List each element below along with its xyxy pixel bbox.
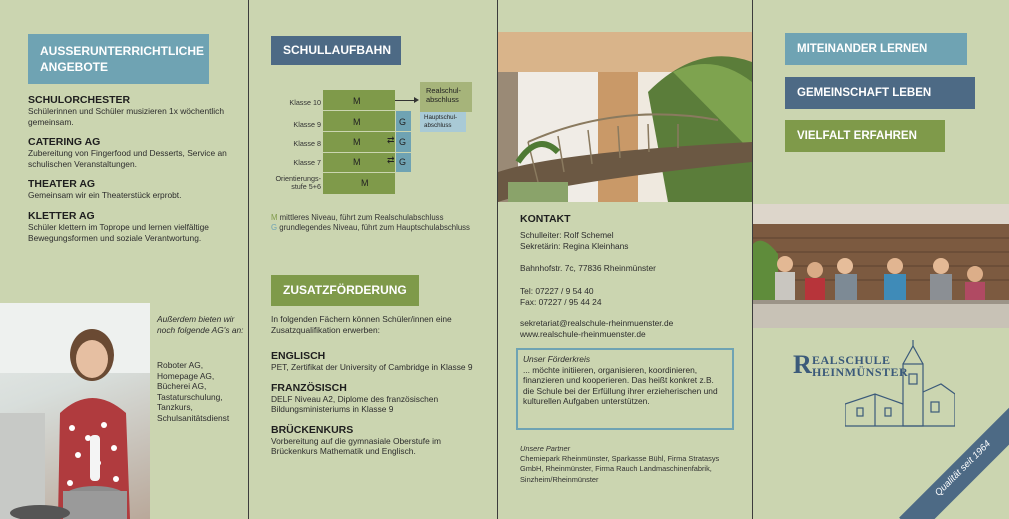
phone-block bbox=[520, 286, 745, 307]
list-item: Roboter AG, bbox=[157, 360, 204, 370]
online-block bbox=[520, 318, 745, 339]
arrow-right-icon bbox=[414, 97, 419, 103]
item-title: THEATER AG bbox=[28, 178, 96, 191]
foerderkreis-title: Unser Förderkreis bbox=[523, 354, 591, 364]
panel-angebote bbox=[0, 0, 248, 519]
row-label: Orientierungs- stufe 5+6 bbox=[275, 174, 321, 191]
extra-intro: Außerdem bieten wir noch folgende AG's an: bbox=[157, 314, 244, 335]
list-item bbox=[271, 424, 486, 457]
foerderkreis-text: ... möchte initiieren, organisieren, koordinieren, finanzieren und kooperieren. Das heißt konkret z.B. die Schule bei der Erfüllung ihrer erzieherischen und kulturellen Aufgaben unterstützen. bbox=[523, 364, 718, 407]
list-item bbox=[271, 350, 486, 373]
item-title: KLETTER AG bbox=[28, 209, 95, 222]
logo-line1: EALSCHULE bbox=[812, 353, 891, 367]
row-label: Klasse 9 bbox=[293, 120, 321, 129]
kontakt-title: KONTAKT bbox=[520, 213, 571, 225]
students-photo bbox=[753, 204, 1009, 328]
g-marker: G bbox=[399, 137, 407, 147]
list-item: Schulsanitätsdienst bbox=[157, 412, 230, 423]
item-title: BRÜCKENKURS bbox=[271, 423, 354, 436]
item-title: SCHULORCHESTER bbox=[28, 94, 131, 106]
schulleiter: Schulleiter: Rolf Schemel bbox=[520, 230, 614, 240]
m-marker: M bbox=[353, 96, 361, 106]
g-marker: G bbox=[399, 157, 407, 167]
church-logo-icon bbox=[845, 340, 955, 432]
item-title: ENGLISCH bbox=[271, 350, 326, 362]
row-label: Klasse 8 bbox=[293, 139, 321, 148]
slogan-box: VIELFALT ERFAHREN bbox=[785, 120, 945, 152]
list-item: Bücherei AG, bbox=[157, 381, 207, 392]
m-marker: M bbox=[353, 157, 361, 167]
address: Bahnhofstr. 7c, 77836 Rheinmünster bbox=[520, 263, 656, 273]
legend-item bbox=[271, 223, 471, 233]
kontakt-people bbox=[520, 230, 745, 251]
item-text: Gemeinsam wir ein Theaterstück erprobt. bbox=[28, 190, 182, 201]
item-text: Vorbereitung auf die gymnasiale Oberstufe im Brückenkurs Mathematik und Englisch. bbox=[271, 435, 441, 457]
logo-line2: HEINMÜNSTER bbox=[812, 365, 909, 379]
logo-letter: R bbox=[793, 350, 812, 379]
slogan-box: MITEINANDER LERNEN bbox=[785, 33, 967, 65]
item-text: Schüler klettern im Toprope und lernen vielfältige Bewegungsformen und soziale Verantwortung. bbox=[28, 221, 209, 243]
list-item bbox=[28, 136, 240, 169]
m-marker: M bbox=[353, 137, 361, 147]
phone: Tel: 07227 / 9 54 40 bbox=[520, 286, 594, 296]
legend-text: grundlegendes Niveau, führt zum Hauptschulabschluss bbox=[279, 223, 470, 232]
m-marker: M bbox=[353, 117, 361, 127]
panel-schullaufbahn bbox=[249, 0, 497, 519]
item-text: Schülerinnen und Schüler musizieren 1x wöchentlich gemeinsam. bbox=[28, 106, 224, 127]
item-text: DELF Niveau A2, Diplome des französischen Bildungsministeriums in Klasse 9 bbox=[271, 393, 439, 415]
hauptschul-box: Hauptschul- abschluss bbox=[420, 112, 466, 132]
section-header: AUSSERUNTERRICHTLICHE ANGEBOTE bbox=[28, 34, 209, 84]
item-title: FRANZÖSISCH bbox=[271, 381, 347, 394]
foerderkreis-box bbox=[516, 348, 734, 430]
schullaufbahn-diagram bbox=[249, 82, 497, 197]
slogan-box: GEMEINSCHAFT LEBEN bbox=[785, 77, 975, 109]
panel-kontakt bbox=[498, 0, 752, 519]
school-atrium-photo bbox=[498, 32, 752, 202]
legend-item bbox=[271, 213, 471, 223]
list-item: Homepage AG, bbox=[157, 370, 215, 381]
row-label: Klasse 10 bbox=[289, 98, 321, 107]
cooking-photo bbox=[0, 303, 150, 519]
swap-icon: ⇄ bbox=[387, 155, 395, 165]
list-item bbox=[28, 210, 240, 243]
diagram-legend bbox=[271, 213, 471, 233]
fax: Fax: 07227 / 95 44 24 bbox=[520, 296, 602, 307]
g-marker: G bbox=[399, 117, 407, 127]
list-item bbox=[271, 382, 486, 415]
legend-key: G bbox=[271, 223, 278, 232]
list-item: Tastaturschulung, bbox=[157, 391, 223, 402]
extra-list bbox=[157, 360, 247, 424]
ribbon-text: Qualität seit 1964 bbox=[932, 438, 994, 499]
item-title: CATERING AG bbox=[28, 136, 101, 149]
partner-text: Chemiepark Rheinmünster, Sparkasse Bühl, Firma Stratasys GmbH, Rheinmünster, Firma Rauch Landmaschinenfabrik, Sinzheim/Rheinmünster bbox=[520, 454, 720, 484]
section-header: ZUSATZFÖRDERUNG bbox=[271, 275, 419, 306]
item-text: Zubereitung von Fingerfood und Desserts, Service an schulischen Veranstaltungen. bbox=[28, 148, 227, 169]
list-item: Tanzkurs, bbox=[157, 402, 193, 413]
zusatz-list bbox=[271, 350, 486, 457]
list-item bbox=[28, 178, 240, 201]
m-marker: M bbox=[361, 178, 369, 188]
zusatz-intro: In folgenden Fächern können Schüler/innen eine Zusatzqualifikation erwerben: bbox=[271, 314, 452, 335]
activity-list bbox=[28, 94, 240, 243]
email-link[interactable]: sekretariat@realschule-rheinmuenster.de bbox=[520, 318, 674, 328]
swap-icon: ⇄ bbox=[387, 135, 395, 145]
item-text: PET, Zertifikat der University of Cambridge in Klasse 9 bbox=[271, 362, 473, 372]
realschul-box: Realschul- abschluss bbox=[420, 82, 472, 112]
sekretaerin: Sekretärin: Regina Kleinhans bbox=[520, 240, 629, 251]
panel-cover bbox=[753, 0, 1009, 519]
legend-key: M bbox=[271, 213, 278, 222]
website-link[interactable]: www.realschule-rheinmuenster.de bbox=[520, 328, 646, 339]
list-item bbox=[28, 94, 240, 127]
row-label: Klasse 7 bbox=[293, 158, 321, 167]
legend-text: mittleres Niveau, führt zum Realschulabschluss bbox=[279, 213, 444, 222]
section-header: SCHULLAUFBAHN bbox=[271, 36, 401, 65]
partner-title: Unsere Partner bbox=[520, 444, 571, 453]
